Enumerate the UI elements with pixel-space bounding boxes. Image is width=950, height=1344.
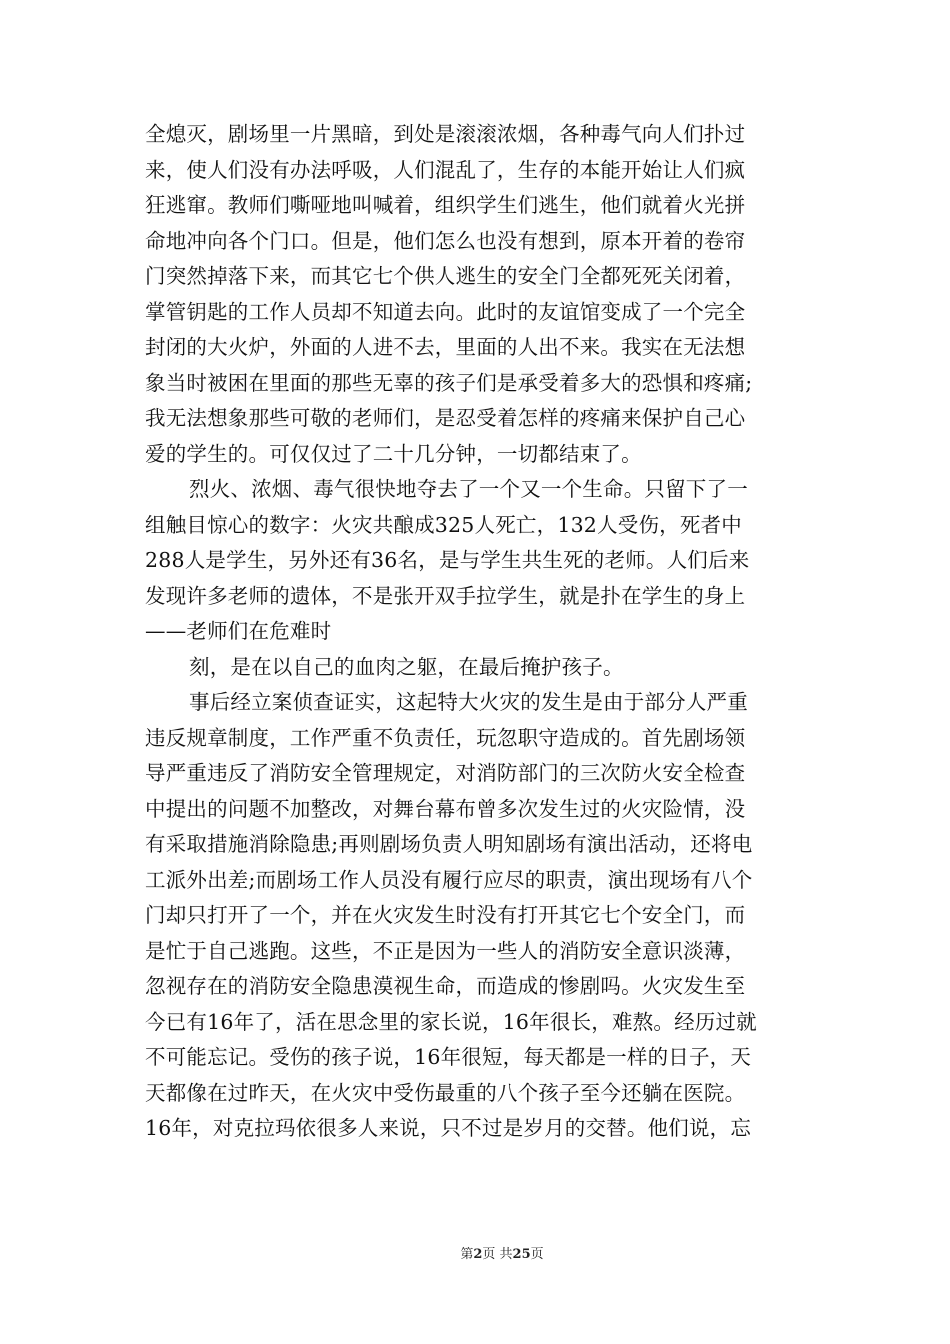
text-line: 掌管钥匙的工作人员却不知道去向。此时的友谊馆变成了一个完全 <box>145 299 746 324</box>
footer-suffix: 页 <box>530 1247 544 1262</box>
text-line: 今已有16年了，活在思念里的家长说，16年很长，难熬。经历过就 <box>145 1009 757 1034</box>
text-line: 爱的学生的。可仅仅过了二十几分钟，一切都结束了。 <box>145 441 642 466</box>
text-line: ——老师们在危难时 <box>145 619 332 643</box>
text-line: 违反规章制度，工作严重不负责任，玩忽职守造成的。首先剧场领 <box>145 725 746 750</box>
text-line: 16年，对克拉玛依很多人来说，只不过是岁月的交替。他们说，忘 <box>145 1116 752 1140</box>
body-text <box>145 117 810 1147</box>
footer-middle: 页 共 <box>482 1247 513 1262</box>
text-line: 导严重违反了消防安全管理规定，对消防部门的三次防火安全检查 <box>145 761 746 785</box>
text-line: 全熄灭，剧场里一片黑暗，到处是滚滚浓烟，各种毒气向人们扑过 <box>145 122 746 146</box>
text-line: 中提出的问题不加整改，对舞台幕布曾多次发生过的火灾险情，没 <box>145 796 746 821</box>
text-line: 封闭的大火炉，外面的人进不去，里面的人出不来。我实在无法想 <box>145 335 746 359</box>
text-line: 发现许多老师的遗体，不是张开双手拉学生，就是扑在学生的身上 <box>145 583 746 608</box>
text-line: 是忙于自己逃跑。这些，不正是因为一些人的消防安全意识淡薄， <box>145 938 746 963</box>
text-line: 工派外出差;而剧场工作人员没有履行应尽的职责，演出现场有八个 <box>145 867 753 892</box>
text-line: 组触目惊心的数字：火灾共酿成325人死亡，132人受伤，死者中 <box>145 512 742 537</box>
text-line: 狂逃窜。教师们嘶哑地叫喊着，组织学生们逃生，他们就着火光拼 <box>145 193 746 217</box>
footer-prefix: 第 <box>460 1247 474 1262</box>
text-line: 我无法想象那些可敬的老师们，是忍受着怎样的疼痛来保护自己心 <box>145 406 746 430</box>
text-line: 288人是学生，另外还有36名，是与学生共生死的老师。人们后来 <box>145 548 750 572</box>
text-line: 刻，是在以自己的血肉之躯，在最后掩护孩子。 <box>189 654 624 679</box>
text-line: 门突然掉落下来，而其它七个供人逃生的安全门全都死死关闭着， <box>145 264 746 288</box>
text-line: 来，使人们没有办法呼吸，人们混乱了，生存的本能开始让人们疯 <box>145 157 746 182</box>
text-line: 烈火、浓烟、毒气很快地夺去了一个又一个生命。只留下了一 <box>189 477 748 501</box>
text-line: 有采取措施消除隐患;再则剧场负责人明知剧场有演出活动，还将电 <box>145 832 753 856</box>
text-line: 象当时被困在里面的那些无辜的孩子们是承受着多大的恐惧和疼痛; <box>145 370 753 395</box>
text-line: 天都像在过昨天，在火灾中受伤最重的八个孩子至今还躺在医院。 <box>145 1080 746 1105</box>
text-line: 事后经立案侦查证实，这起特大火灾的发生是由于部分人严重 <box>189 690 748 714</box>
page-footer <box>0 1246 950 1264</box>
text-line: 门却只打开了一个，并在火灾发生时没有打开其它七个安全门，而 <box>145 903 746 927</box>
current-page-number: 2 <box>473 1247 483 1262</box>
text-line: 不可能忘记。受伤的孩子说，16年很短，每天都是一样的日子，天 <box>145 1045 752 1069</box>
text-line: 命地冲向各个门口。但是，他们怎么也没有想到，原本开着的卷帘 <box>145 228 746 253</box>
text-line: 忽视存在的消防安全隐患漠视生命，而造成的惨剧吗。火灾发生至 <box>145 974 746 998</box>
total-page-count: 25 <box>512 1247 531 1262</box>
